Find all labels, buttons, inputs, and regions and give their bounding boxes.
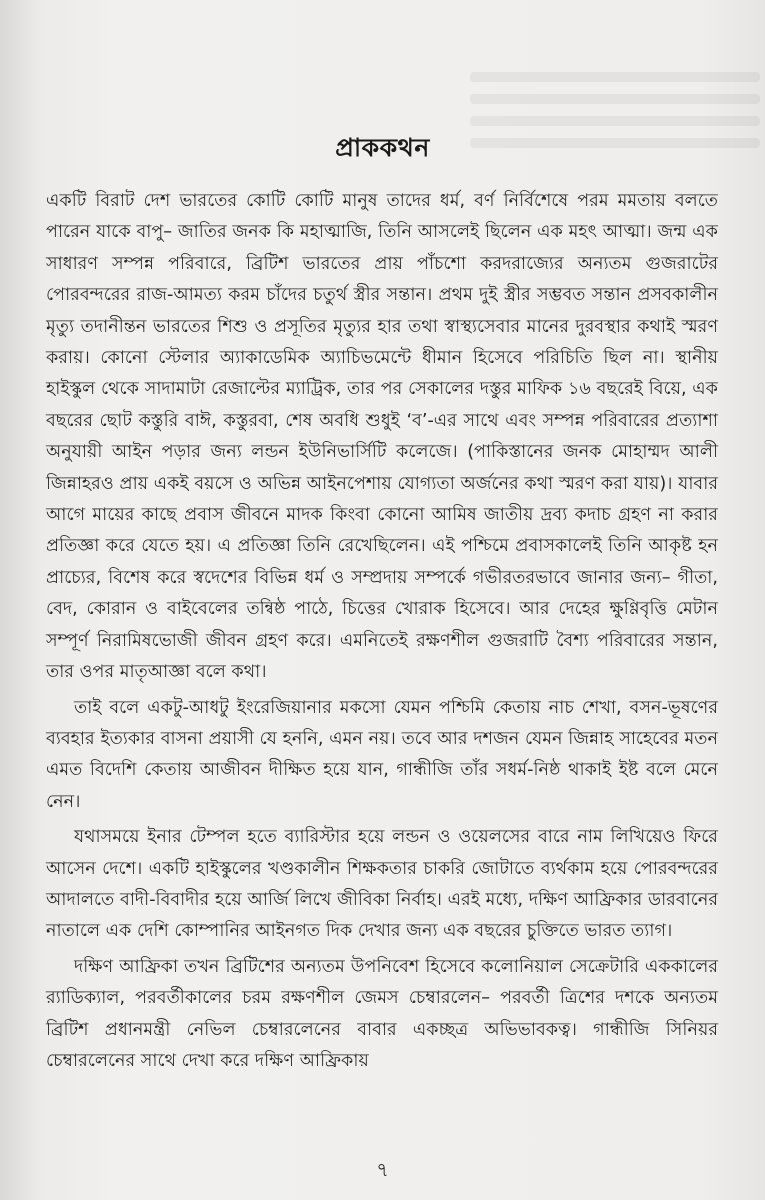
paragraph: তাই বলে একটু-আধটু ইংরেজিয়ানার মকসো যেমন পশ্চিমি কেতায় নাচ শেখা, বসন-ভূষণের ব্যবহার ইত্যকার বাসনা প্রয়াসী যে হননি, এমন নয়। তবে আর দশজন যেমন জিন্নাহ সাহেবের মতন এমত বিদেশি কেতায় আজীবন দীক্ষিত হয়ে যান, গান্ধীজি তাঁর সধর্ম-নিষ্ঠ থাকাই ইষ্ট বলে মেনে নেন। (46, 697, 718, 812)
page-number: ৭ (376, 1159, 389, 1181)
paragraph: যথাসময়ে ইনার টেম্পল হতে ব্যারিস্টার হয়ে লন্ডন ও ওয়েলসের বারে নাম লিখিয়েও ফিরে আসেন দেশে। একটি হাইস্কুলের খণ্ডকালীন শিক্ষকতার চাকরি জোটাতে ব্যর্থকাম হয়ে পোরবন্দরের আদালতে বাদী-বিবাদীর হয়ে আর্জি লিখে জীবিকা নির্বাহ। এরই মধ্যে, দক্ষিণ আফ্রিকার ডারবানের নাতালে এক দেশি কোম্পানির আইনগত দিক দেখার জন্য এক বছরের চুক্তিতে ভারত ত্যাগ। (46, 827, 718, 942)
paragraph: একটি বিরাট দেশ ভারতের কোটি কোটি মানুষ তাদের ধর্ম, বর্ণ নির্বিশেষে পরম মমতায় বলতে পারেন যাকে বাপু– জাতির জনক কি মহাত্মাজি, তিনি আসলেই ছিলেন এক মহৎ আত্মা। জন্ম এক সাধারণ সম্পন্ন পরিবারে, ব্রিটিশ ভারতের প্রায় পাঁচশো করদরাজ্যের অন্যতম গুজরাটের পোরবন্দরের রাজ-আমত্য করম চাঁদের চতুর্থ স্ত্রীর সন্তান। প্রথম দুই স্ত্রীর সম্ভবত সন্তান প্রসবকালীন মৃত্যু তদানীন্তন ভারতের শিশু ও প্রসূতির মৃত্যুর হার তথা স্বাস্থ্যসেবার মানের দুরবস্থার কথাই স্মরণ করায়। কোনো স্টেলার অ্যাকাডেমিক অ্যাচিভমেন্টে ধীমান হিসেবে পরিচিতি ছিল না। স্থানীয় হাইস্কুল থেকে সাদামাটা রেজাল্টের ম্যাট্রিক, তার পর সেকালের দস্তুর মাফিক ১৬ বছরেই বিয়ে, এক বছরের ছোট কস্তুরি বাঈ, কস্তুরবা, শেষ অবধি শুধুই ‘ব’-এর সাথে এবং সম্পন্ন পরিবারের প্রত্যাশা অনুযায়ী আইন পড়ার জন্য লন্ডন ইউনিভার্সিটি কলেজে। (পাকিস্তানের জনক মোহাম্মদ আলী জিন্নাহরও প্রায় একই বয়সে ও অভিন্ন আইনপেশায় যোগ্যতা অর্জনের কথা স্মরণ করা যায়)। যাবার আগে মায়ের কাছে প্রবাস জীবনে মাদক কিংবা কোনো আমিষ জাতীয় দ্রব্য কদাচ গ্রহণ না করার প্রতিজ্ঞা করে যেতে হয়। এ প্রতিজ্ঞা তিনি রেখেছিলেন। এই পশ্চিমে প্রবাসকালেই তিনি আকৃষ্ট হন প্রাচ্যের, বিশেষ করে স্বদেশের বিভিন্ন ধর্ম ও সম্প্রদায় সম্পর্কে গভীরতরভাবে জানার জন্য– গীতা, বেদ, কোরান ও বাইবেলের তন্বিষ্ঠ পাঠে, চিত্তের খোরাক হিসেবে। আর দেহের ক্ষুণ্ণিবৃত্তি মেটান সম্পূর্ণ নিরামিষভোজী জীবন গ্রহণ করে। এমনিতেই রক্ষণশীল গুজরাটি বৈশ্য পরিবারের সন্তান, তার ওপর মাতৃআজ্ঞা বলে কথা। (46, 191, 718, 683)
paragraph: দক্ষিণ আফ্রিকা তখন ব্রিটিশের অন্যতম উপনিবেশ হিসেবে কলোনিয়াল সেক্রেটারি এককালের র‍্যাডিক্যাল, পরবর্তীকালের চরম রক্ষণশীল জেমস চেম্বারলেন– পরবর্তী ত্রিশের দশকে অন্যতম ব্রিটিশ প্রধানমন্ত্রী নেভিল চেম্বারলেনের বাবার একচ্ছত্র অভিভাবকত্ব। গান্ধীজি সিনিয়র চেম্বারলেনের সাথে দেখা করে দক্ষিণ আফ্রিকায় (46, 956, 718, 1071)
body-text (46, 186, 718, 1077)
chapter-title: প্রাককথন (335, 133, 430, 162)
